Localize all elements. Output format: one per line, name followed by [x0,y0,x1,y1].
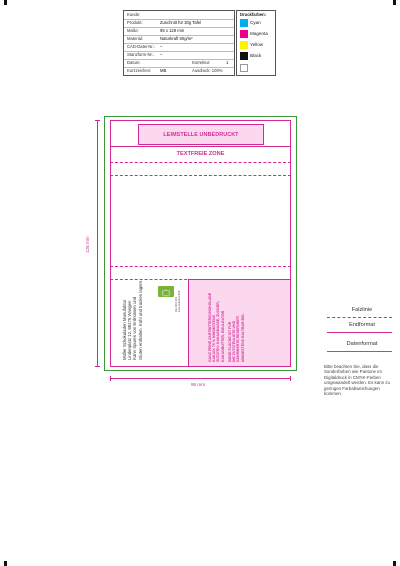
crop-mark-bottom-right [393,561,396,566]
fold-line [110,146,291,147]
swatch-label: Cyan [250,20,261,25]
print-colors-title: Druckfarben: [240,12,267,17]
info-row-material: Material: Naturkraft 90g/m² [124,35,234,44]
swatch-label: Yellow [250,42,264,47]
fold-line-dashed [110,266,291,267]
crop-mark-top-left [4,0,7,5]
panel-divider [188,279,189,367]
eu-organic-logo-icon [158,286,174,297]
swatch-label: Black [250,53,262,58]
info-row-stanzform: Stanzform-Nr.: – [124,51,234,60]
swatch-cyan [240,19,248,27]
text-free-zone-label: TEXTFREIE ZONE [176,151,225,157]
fold-line-dashed [110,175,291,176]
glue-area [138,124,264,145]
fold-line-dashed [110,162,291,163]
legend-data-format-sample [327,351,392,352]
info-row-masse: Maße: 95 x 128 mm [124,27,234,36]
legend-end-format: Endformat [349,322,375,328]
crop-mark-top-right [393,0,396,5]
legend-end-format-sample [327,332,392,333]
product-description-text: GANZ FEINE ZARTBITTERSCHOKOLADE KAKAO: 70 % MINDESTENS ZUTATEN: KAKAOMASSE, ZUCKER, KAKAOBUTTER, EMULGATOR [208,292,225,362]
swatch-magenta [240,30,248,38]
width-dimension-line [110,378,291,379]
legend-fold-line-sample [327,317,392,318]
info-row-kunde: Kunde: [124,11,234,20]
info-row-kurzzeichen: Kurzzeichen: MB Ausdruck: 100% [127,68,223,73]
info-row-cad: CAD-Datei-Nr.: – [124,43,234,52]
color-note: Bitte beachten Sie, dass die Sonderfarben wie Pantone im Digitaldruck in CMYK-Farben umgewandelt werden. Es kann zu geringen Farbabweichungen kommen. [324,364,390,397]
height-dimension-label: 128 mm [85,236,90,253]
eu-logo-caption: DE-ÖKO-001 EU-Landwirtschaft [175,290,181,312]
legend-data-format: Datenformat [346,341,378,347]
print-colors-panel [236,10,276,76]
swatch-empty [240,64,248,72]
height-dimension-line [97,120,98,367]
crop-mark-bottom-left [4,561,7,566]
glue-area-label: LEIMSTELLE UNBEDRUCKT [163,131,239,138]
job-info-table [123,10,235,76]
width-dimension-label: 95 mm [191,382,206,387]
info-row-datum: Datum: Korrektur: 1 [124,59,234,68]
info-row-produkt: Produkt: Zuschnitt für 30g Tafel [124,19,234,28]
swatch-label: Magenta [250,31,268,36]
swatch-yellow [240,41,248,49]
swatch-black [240,52,248,60]
reserved-area-text: DIESE FLÄCHE IST FÜR DIE ZUTATENLISTE UND NÄHRWERTE RESERVIERT. MINDESTENS HALTBAR BIS: [228,313,245,362]
legend-fold-line: Falzlinie [351,307,373,313]
manufacturer-text: Müller Schokoladen Manufaktur Lindenplatz 12, 88175 Wangen Kann Spuren von Erdnüssen und Gluten enthalten. Kühl und trocken lagern. [122,279,143,360]
